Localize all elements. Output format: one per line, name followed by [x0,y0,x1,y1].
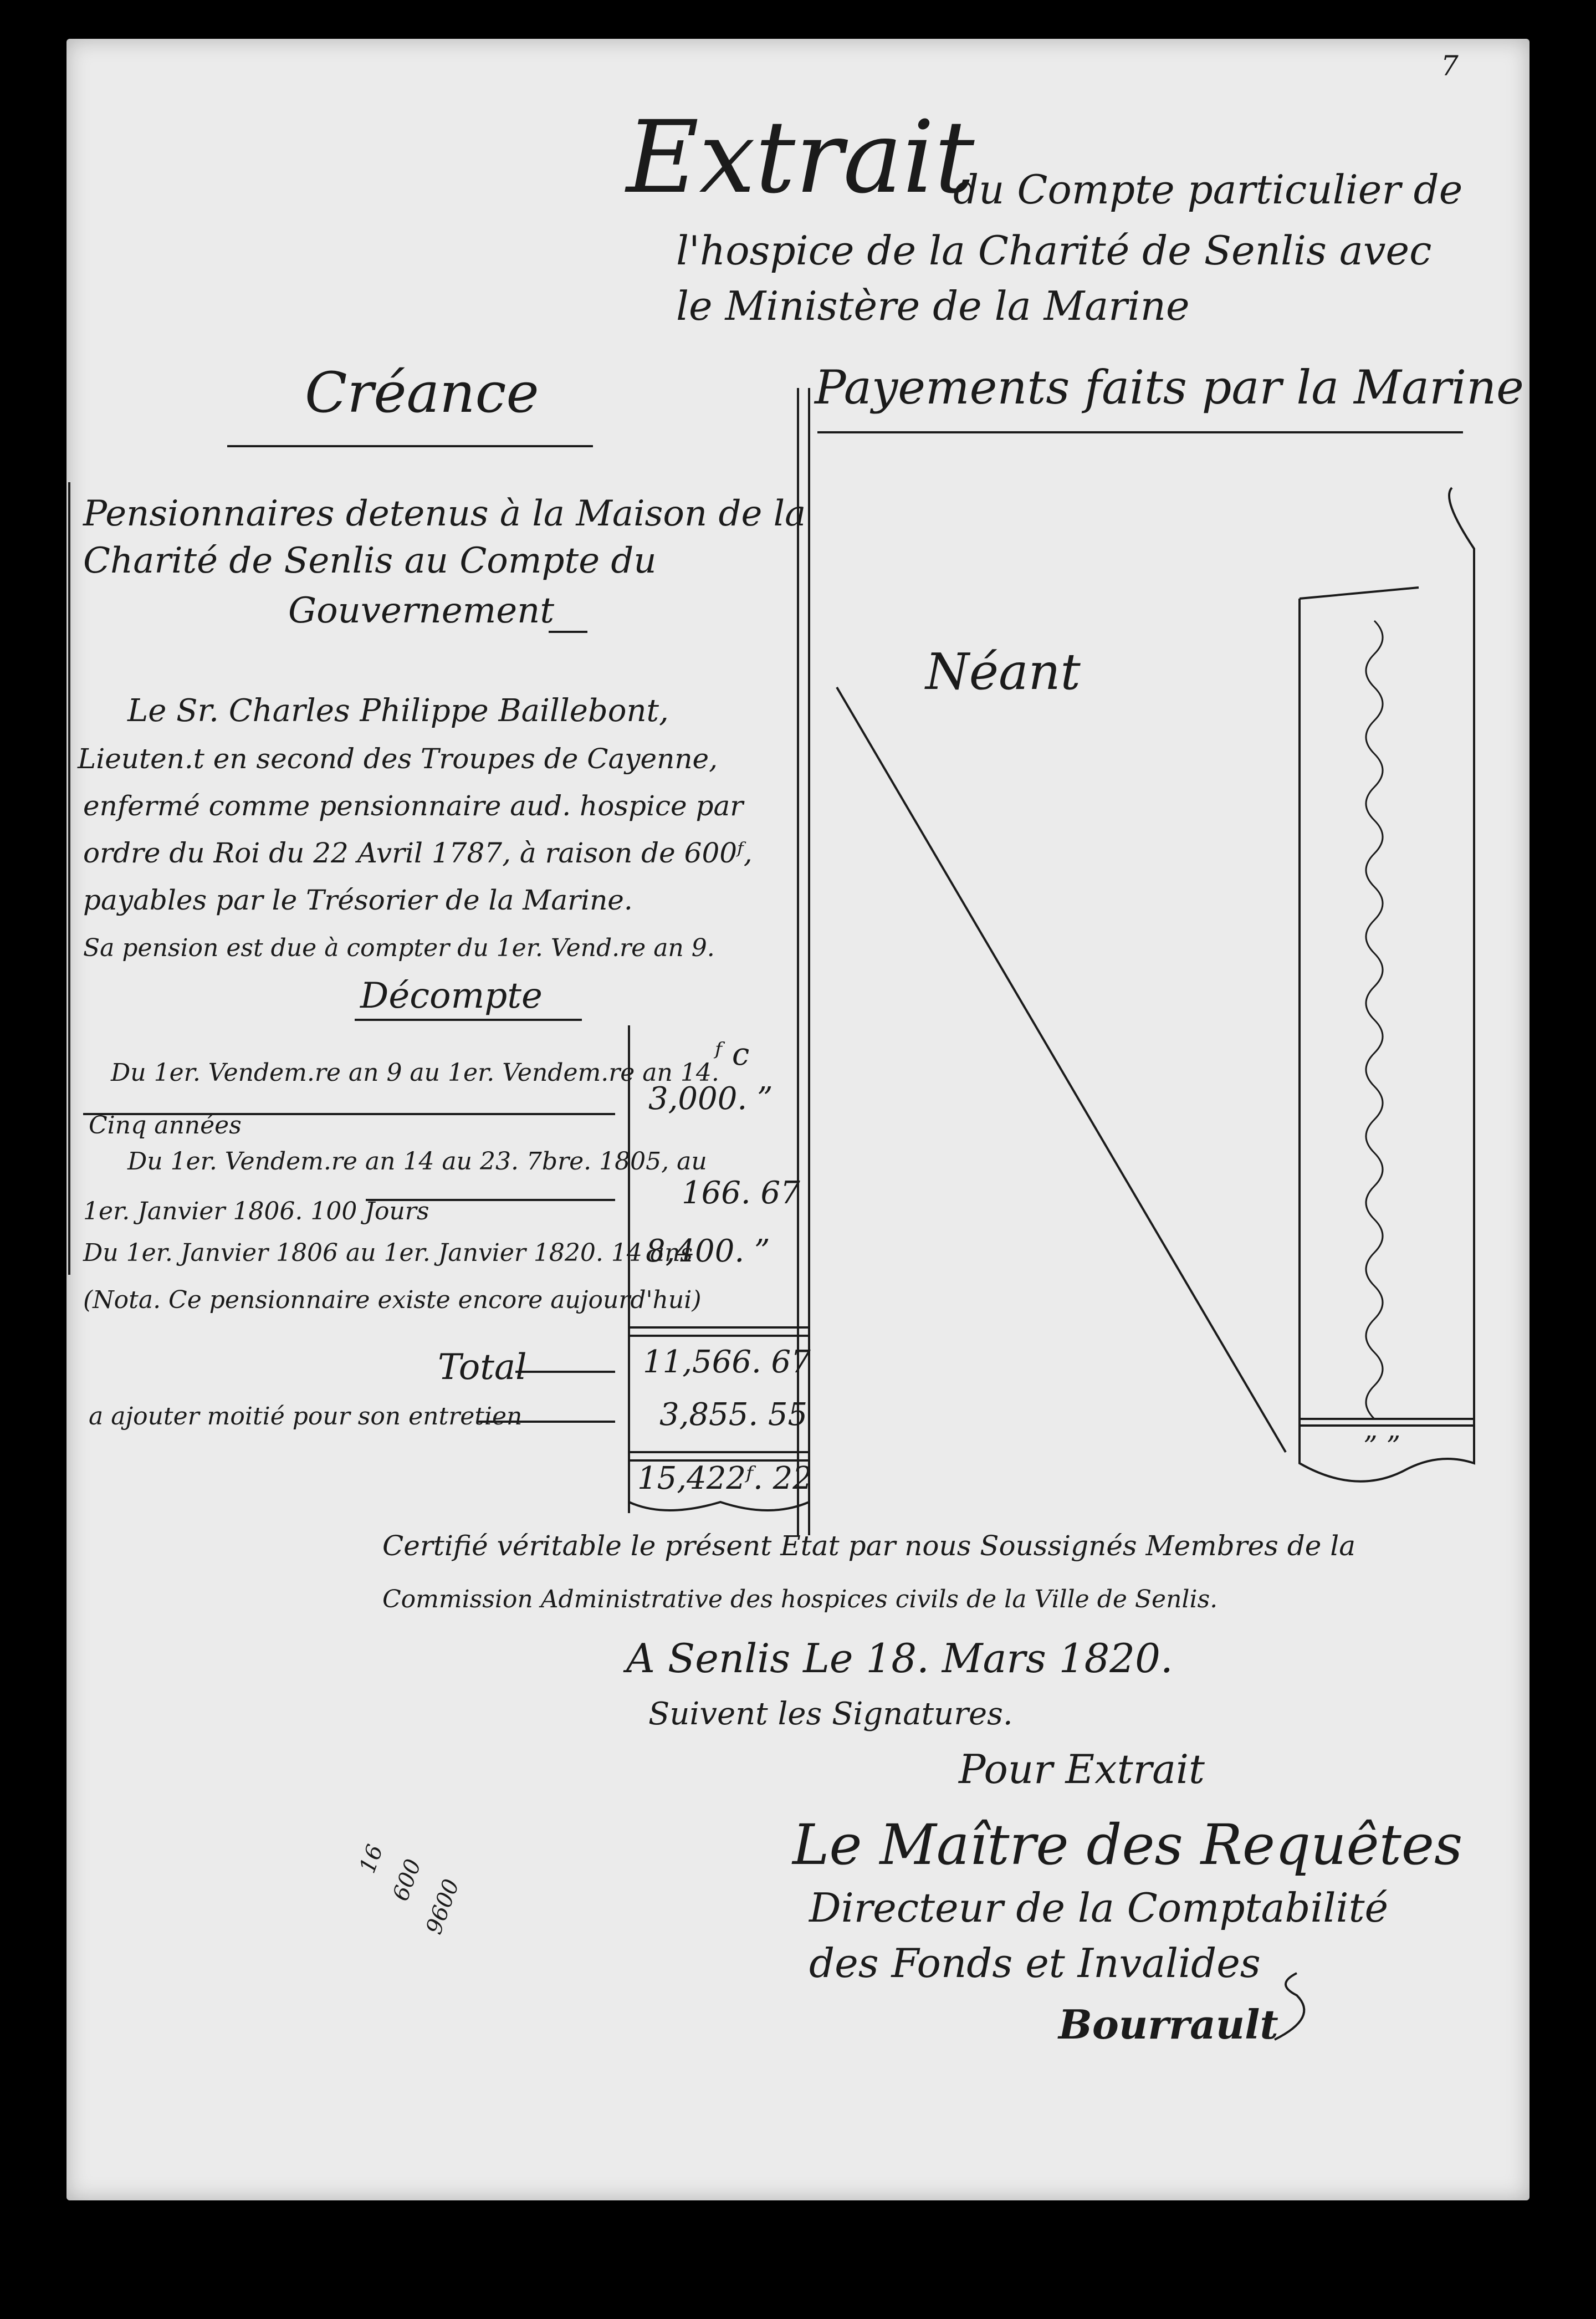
directeur-line: Directeur de la Comptabilité [809,1884,1389,1931]
paragraph-line: enfermé comme pensionnaire aud. hospice par [83,790,744,822]
header-line-2: l'hospice de la Charité de Senlis avec [676,227,1432,274]
row-3-line-1: Du 1er. Janvier 1806 au 1er. Janvier 1820. 14 ans [83,1239,693,1267]
column-marks: ” ” [1363,1430,1401,1462]
creance-heading: Créance [305,360,539,425]
grand-total: 15,422ᶠ. 22 [637,1460,812,1496]
neant-text: Néant [925,643,1081,701]
paragraph-line: Lieuten.t en second des Troupes de Cayenne, [78,743,718,775]
right-column-box [1300,488,1474,1482]
addition-label: a ajouter moitié pour son entretien [89,1402,523,1431]
extrait-title: Extrait [626,100,975,216]
row-3-amount: 8,400. ” [646,1233,770,1269]
row-2-amount: 166. 67 [682,1175,800,1211]
row-3-line-2: (Nota. Ce pensionnaire existe encore aujourd'hui) [83,1286,702,1314]
margin-note-1: 16 [355,1841,388,1877]
paragraph-line: Le Sr. Charles Philippe Baillebont, [127,693,669,729]
amount-column-base [629,1502,809,1510]
currency-header: ᶠ c [715,1036,750,1072]
pour-extrait: Pour Extrait [959,1746,1205,1792]
fonds-invalides-line: des Fonds et Invalides [809,1940,1261,1986]
signatures-note: Suivent les Signatures. [648,1696,1013,1732]
signature: Bourrault [1058,2001,1278,2048]
left-subheading-3: Gouvernement [288,590,555,631]
page-number: 7 [1441,50,1459,82]
row-1-amount: 3,000. ” [648,1081,773,1117]
header-line-1: du Compte particulier de [953,166,1463,213]
row-1-line-2: Cinq années [89,1111,242,1140]
place-date: A Senlis Le 18. Mars 1820. [626,1635,1173,1682]
header-line-3: le Ministère de la Marine [676,283,1190,329]
left-subheading-2: Charité de Senlis au Compte du [83,540,657,581]
wavy-cancel-line [1366,621,1383,1419]
maitre-des-requetes: Le Maître des Requêtes [792,1812,1463,1877]
paragraph-line: Sa pension est due à compter du 1er. Vend.re an 9. [83,934,715,962]
signature-flourish [1275,1973,1304,2040]
row-2-line-1: Du 1er. Vendem.re an 14 au 23. 7bre. 1805, au [127,1147,707,1176]
certification-line-2: Commission Administrative des hospices civils de la Ville de Senlis. [382,1585,1218,1613]
neant-diagonal [837,687,1286,1452]
addition-amount: 3,855. 55 [659,1397,808,1433]
left-subheading-1: Pensionnaires detenus à la Maison de la [83,493,806,534]
row-1-line-1: Du 1er. Vendem.re an 9 au 1er. Vendem.re an 14. [111,1059,719,1087]
total-label: Total [438,1347,527,1388]
row-2-line-2: 1er. Janvier 1806. 100 Jours [83,1197,429,1225]
paragraph-line: ordre du Roi du 22 Avril 1787, à raison de 600ᶠ, [83,837,753,869]
margin-note-2: 600 [388,1856,427,1904]
payments-heading: Payements faits par la Marine [815,360,1524,415]
right-column-top [1300,588,1419,599]
decompte-title: Décompte [360,975,543,1017]
certification-line-1: Certifié véritable le présent Etat par nous Soussignés Membres de la [382,1530,1356,1562]
total-amount: 11,566. 67 [643,1344,811,1380]
paragraph-line: payables par le Trésorier de la Marine. [83,884,633,916]
margin-note-3: 9600 [421,1876,465,1938]
